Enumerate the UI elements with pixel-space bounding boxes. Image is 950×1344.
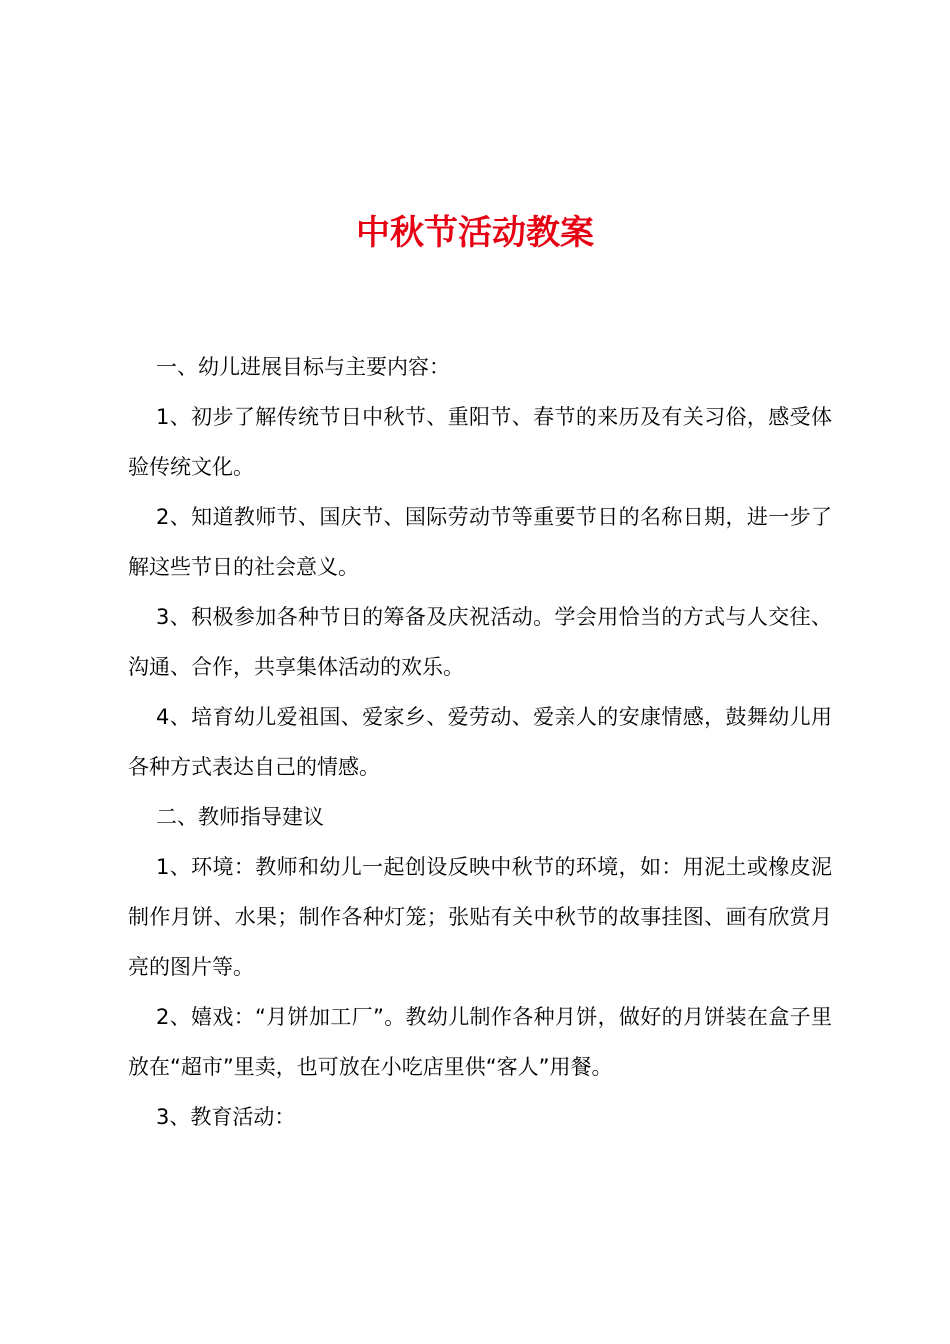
section-heading-guidance: 二、教师指导建议: [156, 805, 324, 829]
guidance-item-2: 2、嬉戏：“月饼加工厂”。教幼儿制作各种月饼，做好的月饼装在盒子里放在“超市”里卖，也可放在小吃店里供“客人”用餐。: [128, 1005, 832, 1079]
section-heading-goals: 一、幼儿进展目标与主要内容：: [156, 355, 450, 379]
guidance-item-3: 3、教育活动：: [156, 1105, 296, 1129]
document-body: [128, 342, 832, 1142]
goal-item-2: 2、知道教师节、国庆节、国际劳动节等重要节日的名称日期，进一步了解这些节日的社会意义。: [128, 505, 832, 579]
goal-item-4: 4、培育幼儿爱祖国、爱家乡、爱劳动、爱亲人的安康情感，鼓舞幼儿用各种方式表达自己的情感。: [128, 705, 832, 779]
goal-item-3: 3、积极参加各种节日的筹备及庆祝活动。学会用恰当的方式与人交往、沟通、合作，共享集体活动的欢乐。: [128, 605, 832, 679]
guidance-item-1: 1、环境：教师和幼儿一起创设反映中秋节的环境，如：用泥土或橡皮泥制作月饼、水果；制作各种灯笼；张贴有关中秋节的故事挂图、画有欣赏月亮的图片等。: [128, 855, 832, 979]
goal-item-1: 1、初步了解传统节日中秋节、重阳节、春节的来历及有关习俗，感受体验传统文化。: [128, 405, 832, 479]
document-title: 中秋节活动教案: [356, 213, 594, 253]
